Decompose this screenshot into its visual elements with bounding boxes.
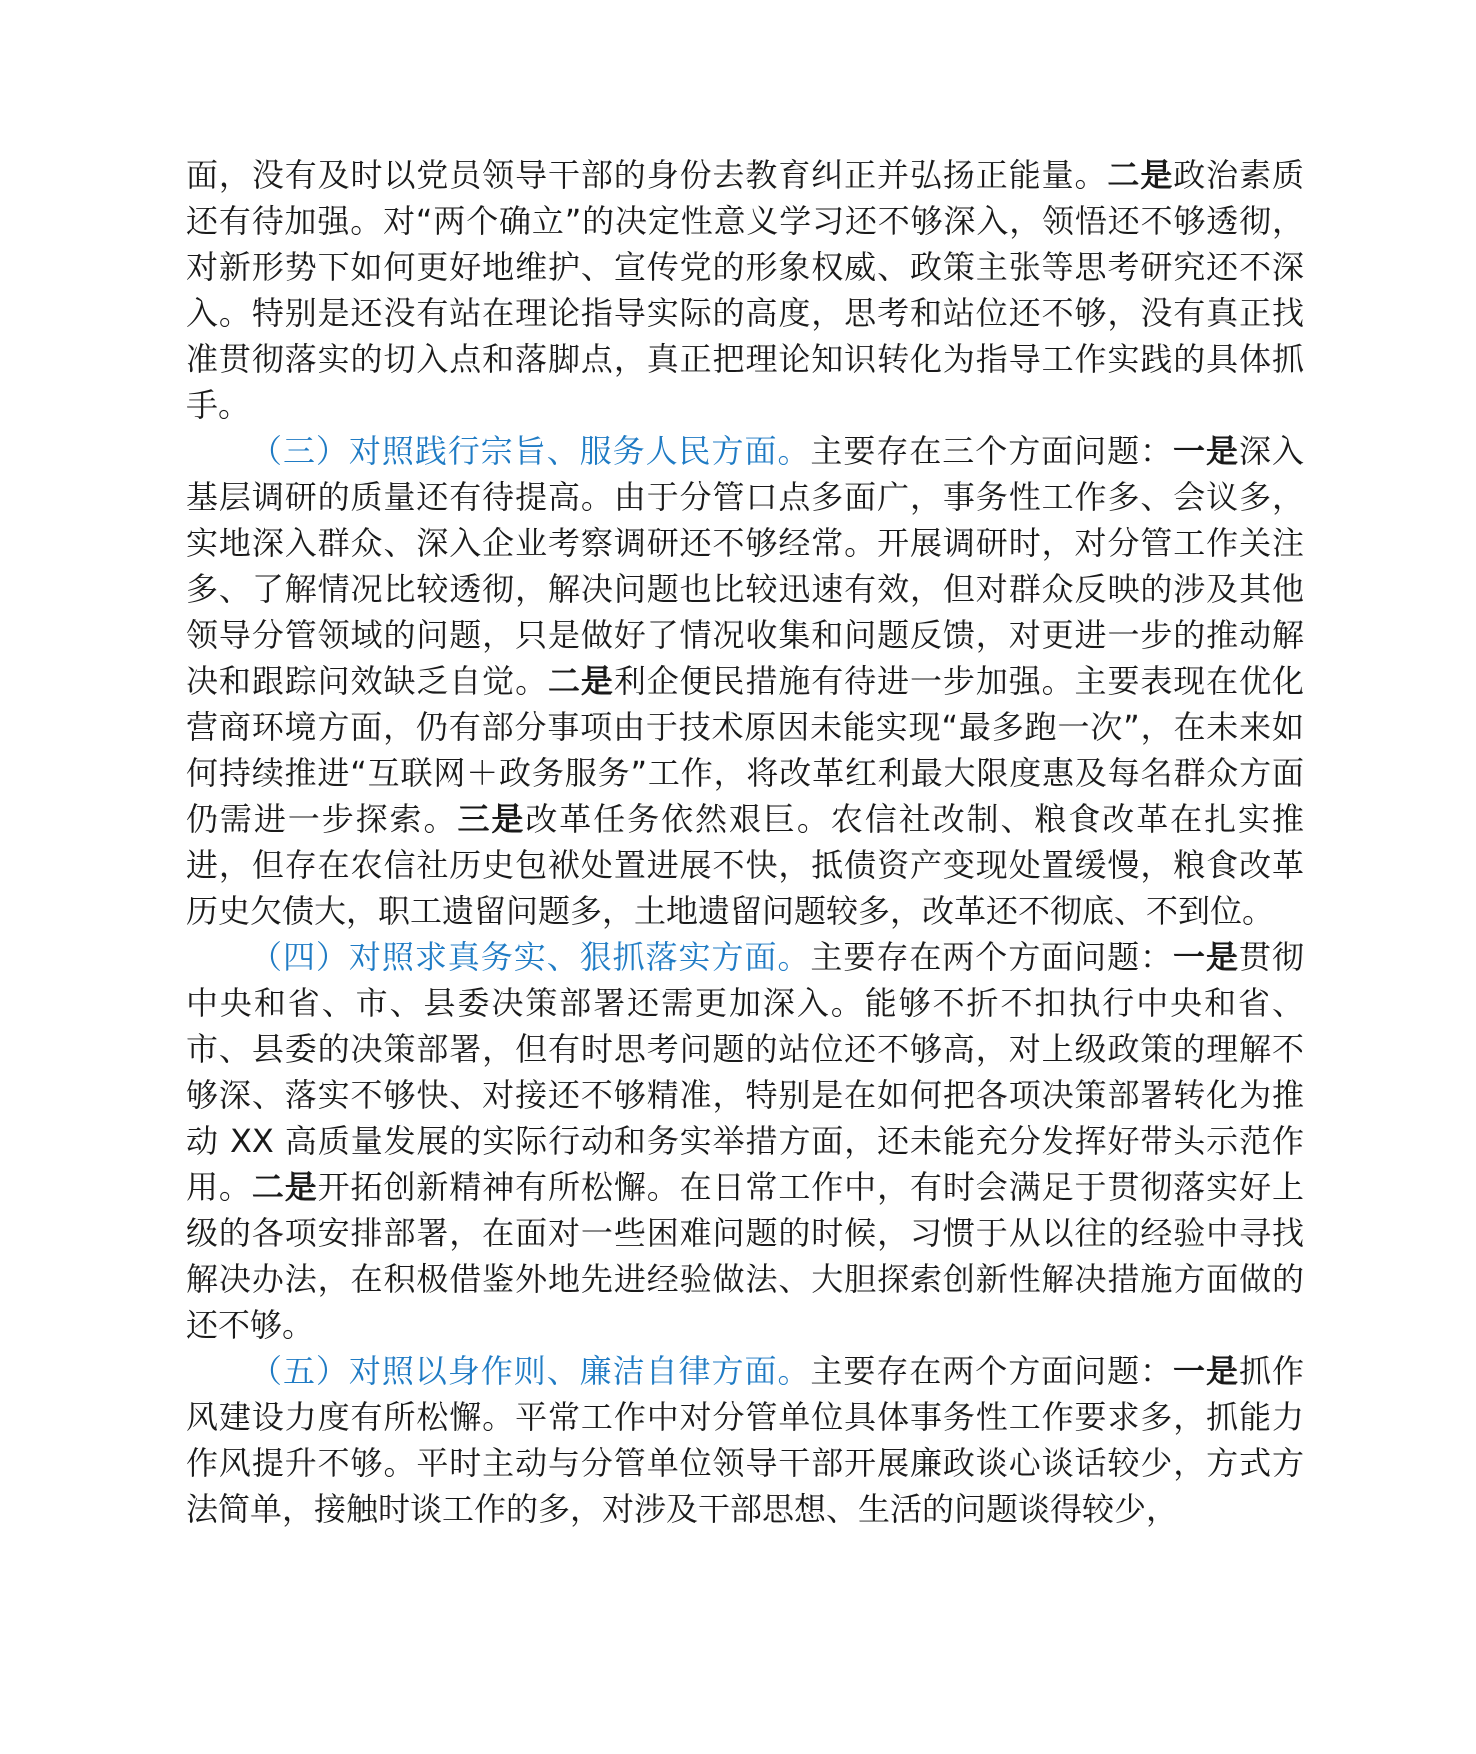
bold-marker: 二是 [1107, 156, 1174, 194]
paragraph-text: 主要存在三个方面问题： [810, 432, 1174, 470]
paragraph-text: 主要存在两个方面问题： [810, 1352, 1174, 1390]
paragraph-text: 面，没有及时以党员领导干部的身份去教育纠正并弘扬正能量。 [186, 156, 1108, 194]
paragraph-text: 主要存在两个方面问题： [810, 938, 1174, 976]
paragraph-text: 开拓创新精神有所松懈。在日常工作中，有时会满足于贯彻落实好上级的各项安排部署，在面对一些困难问题的时候，习惯于从以往的经验中寻找解决办法，在积极借鉴外地先进经验做法、大胆探索创新性解决措施方面做的还不够。 [186, 1168, 1304, 1344]
section-heading: （五）对照以身作则、廉洁自律方面。 [250, 1352, 811, 1390]
bold-marker: 二是 [548, 662, 614, 700]
paragraph-section-3 [186, 428, 1304, 934]
paragraph-text: 贯彻中央和省、市、县委决策部署还需更加深入。能够不折不扣执行中央和省、市、县委的决策部署，但有时思考问题的站位还不够高，对上级政策的理解不够深、落实不够快、对接还不够精准，特别是在如何把各项决策部署转化为推动 XX 高质量发展的实际行动和务实举措方面，还未能充分发挥好带头示范作用。 [186, 938, 1304, 1206]
section-heading: （四）对照求真务实、狠抓落实方面。 [250, 938, 811, 976]
bold-marker: 一是 [1173, 432, 1239, 470]
bold-marker: 三是 [457, 800, 526, 838]
bold-marker: 二是 [251, 1168, 318, 1206]
document-body [186, 152, 1304, 1532]
bold-marker: 一是 [1173, 938, 1239, 976]
paragraph-text: 深入基层调研的质量还有待提高。由于分管口点多面广，事务性工作多、会议多，实地深入群众、深入企业考察调研还不够经常。开展调研时，对分管工作关注多、了解情况比较透彻，解决问题也比较迅速有效，但对群众反映的涉及其他领导分管领域的问题，只是做好了情况收集和问题反馈，对更进一步的推动解决和跟踪问效缺乏自觉。 [186, 432, 1304, 700]
paragraph-text: 利企便民措施有待进一步加强。主要表现在优化营商环境方面，仍有部分事项由于技术原因未能实现“最多跑一次”，在未来如何持续推进“互联网＋政务服务”工作，将改革红利最大限度惠及每名群众方面仍需进一步探索。 [186, 662, 1304, 838]
paragraph-text: 政治素质还有待加强。对“两个确立”的决定性意义学习还不够深入，领悟还不够透彻，对新形势下如何更好地维护、宣传党的形象权威、政策主张等思考研究还不深入。特别是还没有站在理论指导实际的高度，思考和站位还不够，没有真正找准贯彻落实的切入点和落脚点，真正把理论知识转化为指导工作实践的具体抓手。 [186, 156, 1304, 424]
section-heading: （三）对照践行宗旨、服务人民方面。 [250, 432, 811, 470]
paragraph-1 [186, 152, 1304, 428]
paragraph-section-4 [186, 934, 1304, 1348]
paragraph-text: 抓作风建设力度有所松懈。平常工作中对分管单位具体事务性工作要求多，抓能力作风提升不够。平时主动与分管单位领导干部开展廉政谈心谈话较少，方式方法简单，接触时谈工作的多，对涉及干部思想、生活的问题谈得较少， [186, 1352, 1304, 1528]
paragraph-section-5 [186, 1348, 1304, 1532]
bold-marker: 一是 [1173, 1352, 1239, 1390]
paragraph-text: 改革任务依然艰巨。农信社改制、粮食改革在扎实推进，但存在农信社历史包袱处置进展不快，抵债资产变现处置缓慢，粮食改革历史欠债大，职工遗留问题多，土地遗留问题较多，改革还不彻底、不到位。 [186, 800, 1304, 930]
